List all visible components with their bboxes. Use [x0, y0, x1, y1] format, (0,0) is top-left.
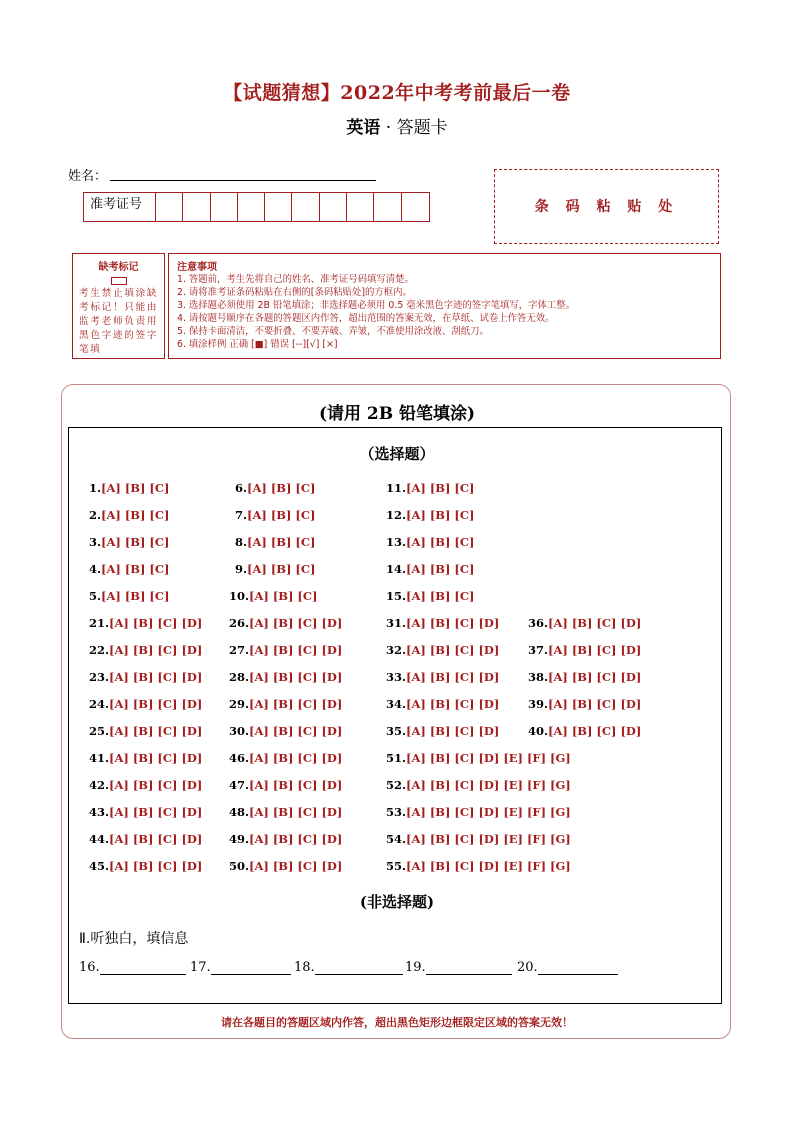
answer-options[interactable]: [A] [B] [C]: [406, 535, 475, 549]
question-number: 51.: [386, 751, 407, 765]
answer-options[interactable]: [A] [B] [C] [D]: [249, 643, 343, 657]
question-number: 21.: [89, 616, 110, 630]
question-item[interactable]: [235, 535, 315, 549]
question-number: 9.: [235, 562, 248, 576]
question-item[interactable]: [89, 778, 202, 792]
question-item[interactable]: [229, 643, 342, 657]
answer-options[interactable]: [A] [B] [C] [D] [E] [F] [G]: [406, 805, 571, 819]
answer-options[interactable]: [A] [B] [C]: [406, 589, 475, 603]
question-number: 5.: [89, 589, 102, 603]
note-item: 6. 填涂样例 正确 [■] 错误 [--][√] [×]: [177, 339, 338, 350]
question-number: 33.: [386, 670, 407, 684]
question-number: 55.: [386, 859, 407, 873]
note-item: 5. 保持卡面清洁，不要折叠、不要弄破、弄皱，不准使用涂改液、刮纸刀。: [177, 326, 489, 337]
question-item[interactable]: [386, 508, 474, 522]
answer-options[interactable]: [A] [B] [C] [D] [E] [F] [G]: [406, 778, 571, 792]
note-item: 4. 请按题号顺序在各题的答题区内作答，超出范围的答案无效，在草纸、试卷上作答无效。: [177, 313, 555, 324]
answer-options[interactable]: [A] [B] [C]: [101, 481, 170, 495]
question-item[interactable]: [229, 805, 342, 819]
question-number: 1.: [89, 481, 102, 495]
blank-20[interactable]: [517, 960, 618, 975]
question-number: 30.: [229, 724, 250, 738]
blank-16[interactable]: [79, 960, 186, 975]
question-number: 46.: [229, 751, 250, 765]
question-number: 15.: [386, 589, 407, 603]
exam-id-label: 准考证号: [84, 193, 156, 221]
question-number: 39.: [528, 697, 549, 711]
question-item[interactable]: [386, 535, 474, 549]
question-item[interactable]: [89, 859, 202, 873]
question-item[interactable]: [528, 697, 641, 711]
question-number: 52.: [386, 778, 407, 792]
question-number: 31.: [386, 616, 407, 630]
question-item[interactable]: [89, 616, 202, 630]
question-number: 2.: [89, 508, 102, 522]
question-number: 8.: [235, 535, 248, 549]
question-item[interactable]: [386, 697, 499, 711]
answer-options[interactable]: [A] [B] [C] [D]: [406, 697, 500, 711]
answer-options[interactable]: [A] [B] [C] [D]: [548, 697, 642, 711]
question-item[interactable]: [229, 859, 342, 873]
question-item[interactable]: [89, 805, 202, 819]
answer-options[interactable]: [A] [B] [C] [D]: [109, 643, 203, 657]
question-item[interactable]: [89, 535, 169, 549]
question-number: 11.: [386, 481, 407, 495]
answer-options[interactable]: [A] [B] [C] [D]: [109, 724, 203, 738]
question-number: 14.: [386, 562, 407, 576]
answer-options[interactable]: [A] [B] [C] [D]: [249, 670, 343, 684]
question-item[interactable]: [89, 562, 169, 576]
question-number: 40.: [528, 724, 549, 738]
blank-number: 18.: [294, 960, 315, 975]
answer-options[interactable]: [A] [B] [C] [D]: [548, 643, 642, 657]
question-item[interactable]: [229, 832, 342, 846]
question-number: 54.: [386, 832, 407, 846]
answer-options[interactable]: [A] [B] [C] [D]: [109, 670, 203, 684]
question-item[interactable]: [89, 670, 202, 684]
question-number: 32.: [386, 643, 407, 657]
question-number: 27.: [229, 643, 250, 657]
question-number: 10.: [229, 589, 250, 603]
choice-section-title: （选择题）: [359, 445, 435, 463]
answer-options[interactable]: [A] [B] [C] [D] [E] [F] [G]: [406, 859, 571, 873]
exam-id-box: [83, 192, 430, 222]
section-ii-label: Ⅱ.听独白，填信息: [79, 931, 189, 947]
question-item[interactable]: [229, 616, 342, 630]
question-item[interactable]: [386, 832, 571, 846]
question-item[interactable]: [89, 751, 202, 765]
question-item[interactable]: [229, 670, 342, 684]
answer-options[interactable]: [A] [B] [C] [D]: [249, 751, 343, 765]
pencil-label: (请用 2B 铅笔填涂): [318, 404, 476, 424]
question-number: 13.: [386, 535, 407, 549]
question-item[interactable]: [528, 724, 641, 738]
question-number: 50.: [229, 859, 250, 873]
question-number: 28.: [229, 670, 250, 684]
question-item[interactable]: [235, 481, 315, 495]
answer-options[interactable]: [A] [B] [C] [D]: [406, 616, 500, 630]
answer-options[interactable]: [A] [B] [C]: [406, 508, 475, 522]
answer-options[interactable]: [A] [B] [C] [D]: [249, 805, 343, 819]
answer-options[interactable]: [A] [B] [C]: [247, 562, 316, 576]
question-item[interactable]: [386, 643, 499, 657]
absent-checkbox[interactable]: [111, 277, 127, 285]
question-item[interactable]: [229, 589, 317, 603]
question-item[interactable]: [235, 508, 315, 522]
question-number: 6.: [235, 481, 248, 495]
blank-number: 20.: [517, 960, 538, 975]
question-item[interactable]: [89, 589, 169, 603]
answer-options[interactable]: [A] [B] [C] [D]: [406, 670, 500, 684]
question-item[interactable]: [386, 751, 571, 765]
answer-options[interactable]: [A] [B] [C]: [249, 589, 318, 603]
absent-mark-box: [72, 253, 165, 359]
exam-id-cell[interactable]: [402, 193, 429, 221]
answer-options[interactable]: [A] [B] [C] [D]: [249, 616, 343, 630]
nonchoice-section-title: (非选择题): [359, 893, 435, 911]
answer-options[interactable]: [A] [B] [C] [D]: [249, 724, 343, 738]
exam-id-cell[interactable]: [374, 193, 401, 221]
exam-id-cell[interactable]: [320, 193, 347, 221]
question-number: 53.: [386, 805, 407, 819]
question-number: 3.: [89, 535, 102, 549]
question-number: 7.: [235, 508, 248, 522]
question-item[interactable]: [386, 778, 571, 792]
answer-options[interactable]: [A] [B] [C]: [406, 481, 475, 495]
subtitle-dot: ·: [385, 118, 392, 138]
answer-options[interactable]: [A] [B] [C] [D]: [406, 643, 500, 657]
question-item[interactable]: [386, 724, 499, 738]
question-number: 24.: [89, 697, 110, 711]
question-item[interactable]: [386, 562, 474, 576]
answer-options[interactable]: [A] [B] [C]: [101, 508, 170, 522]
blank-number: 17.: [190, 960, 211, 975]
question-item[interactable]: [89, 481, 169, 495]
question-item[interactable]: [528, 616, 641, 630]
answer-options[interactable]: [A] [B] [C] [D]: [109, 832, 203, 846]
question-number: 48.: [229, 805, 250, 819]
answer-options[interactable]: [A] [B] [C] [D]: [109, 751, 203, 765]
question-number: 47.: [229, 778, 250, 792]
question-item[interactable]: [229, 724, 342, 738]
question-item[interactable]: [386, 481, 474, 495]
blank-18[interactable]: [294, 960, 403, 975]
question-number: 42.: [89, 778, 110, 792]
absent-instructions: 考生禁止填涂缺考标记！只能由监考老师负责用黑色字迹的签字笔填: [79, 288, 158, 355]
notes-title: 注意事项: [177, 262, 217, 273]
note-item: 1. 答题前，考生先将自己的姓名、准考证号码填写清楚。: [177, 274, 414, 285]
answer-options[interactable]: [A] [B] [C] [D]: [406, 724, 500, 738]
answer-options[interactable]: [A] [B] [C] [D]: [109, 805, 203, 819]
question-number: 35.: [386, 724, 407, 738]
question-item[interactable]: [386, 859, 571, 873]
answer-options[interactable]: [A] [B] [C] [D]: [548, 616, 642, 630]
blank-19[interactable]: [405, 960, 512, 975]
question-number: 29.: [229, 697, 250, 711]
question-item[interactable]: [89, 697, 202, 711]
answer-options[interactable]: [A] [B] [C] [D]: [548, 670, 642, 684]
question-item[interactable]: [89, 832, 202, 846]
answer-options[interactable]: [A] [B] [C]: [247, 481, 316, 495]
exam-id-cell[interactable]: [347, 193, 374, 221]
question-number: 34.: [386, 697, 407, 711]
note-item: 3. 选择题必须使用 2B 铅笔填涂；非选择题必须用 0.5 毫米黑色字迹的签字笔填写，字体工整。: [177, 300, 576, 311]
question-item[interactable]: [229, 697, 342, 711]
question-item[interactable]: [89, 643, 202, 657]
answer-options[interactable]: [A] [B] [C]: [247, 508, 316, 522]
subject-label: 英语: [346, 118, 381, 138]
exam-id-cell[interactable]: [156, 193, 183, 221]
question-number: 41.: [89, 751, 110, 765]
notes-box: [168, 253, 721, 359]
question-item[interactable]: [386, 589, 474, 603]
answer-options[interactable]: [A] [B] [C] [D]: [109, 778, 203, 792]
question-number: 4.: [89, 562, 102, 576]
answer-options[interactable]: [A] [B] [C] [D]: [109, 859, 203, 873]
question-number: 49.: [229, 832, 250, 846]
answer-options[interactable]: [A] [B] [C] [D]: [249, 778, 343, 792]
question-number: 12.: [386, 508, 407, 522]
absent-title: 缺考标记: [98, 262, 139, 273]
question-item[interactable]: [386, 805, 571, 819]
answer-options[interactable]: [A] [B] [C]: [101, 589, 170, 603]
note-item: 2. 请将准考证条码粘贴在右侧的[条码粘贴处]的方框内。: [177, 287, 412, 298]
question-number: 38.: [528, 670, 549, 684]
answer-options[interactable]: [A] [B] [C]: [101, 562, 170, 576]
answer-options[interactable]: [A] [B] [C] [D] [E] [F] [G]: [406, 832, 571, 846]
answer-options[interactable]: [A] [B] [C]: [101, 535, 170, 549]
blank-number: 19.: [405, 960, 426, 975]
answer-options[interactable]: [A] [B] [C] [D]: [548, 724, 642, 738]
name-field[interactable]: [110, 180, 376, 181]
question-item[interactable]: [528, 670, 641, 684]
barcode-area: 条 码 粘 贴 处: [494, 169, 719, 244]
question-item[interactable]: [89, 508, 169, 522]
answer-options[interactable]: [A] [B] [C]: [406, 562, 475, 576]
exam-id-cell[interactable]: [265, 193, 292, 221]
question-item[interactable]: [386, 616, 499, 630]
exam-id-cell[interactable]: [183, 193, 210, 221]
question-number: 37.: [528, 643, 549, 657]
question-number: 23.: [89, 670, 110, 684]
question-item[interactable]: [229, 751, 342, 765]
card-label: 答题卡: [396, 118, 448, 138]
name-label: 姓名：: [68, 169, 108, 184]
answer-options[interactable]: [A] [B] [C] [D]: [249, 832, 343, 846]
answer-options[interactable]: [A] [B] [C] [D]: [249, 697, 343, 711]
exam-id-cell[interactable]: [292, 193, 319, 221]
answer-options[interactable]: [A] [B] [C] [D]: [109, 697, 203, 711]
exam-id-cell[interactable]: [238, 193, 265, 221]
answer-options[interactable]: [A] [B] [C] [D]: [249, 859, 343, 873]
answer-options[interactable]: [A] [B] [C]: [247, 535, 316, 549]
question-item[interactable]: [235, 562, 315, 576]
question-number: 26.: [229, 616, 250, 630]
question-number: 22.: [89, 643, 110, 657]
blank-17[interactable]: [190, 960, 291, 975]
answer-options[interactable]: [A] [B] [C] [D]: [109, 616, 203, 630]
footer-note: 请在各题目的答题区域内作答，超出黑色矩形边框限定区域的答案无效！: [221, 1016, 573, 1029]
page-subtitle: [0, 113, 794, 138]
question-number: 45.: [89, 859, 110, 873]
question-item[interactable]: [229, 778, 342, 792]
exam-id-cell[interactable]: [211, 193, 238, 221]
answer-options[interactable]: [A] [B] [C] [D] [E] [F] [G]: [406, 751, 571, 765]
question-item[interactable]: [386, 670, 499, 684]
question-item[interactable]: [89, 724, 202, 738]
page-title: 【试题猜想】2022年中考考前最后一卷: [223, 82, 571, 104]
question-number: 43.: [89, 805, 110, 819]
question-number: 25.: [89, 724, 110, 738]
blank-number: 16.: [79, 960, 100, 975]
question-number: 36.: [528, 616, 549, 630]
question-number: 44.: [89, 832, 110, 846]
question-item[interactable]: [528, 643, 641, 657]
